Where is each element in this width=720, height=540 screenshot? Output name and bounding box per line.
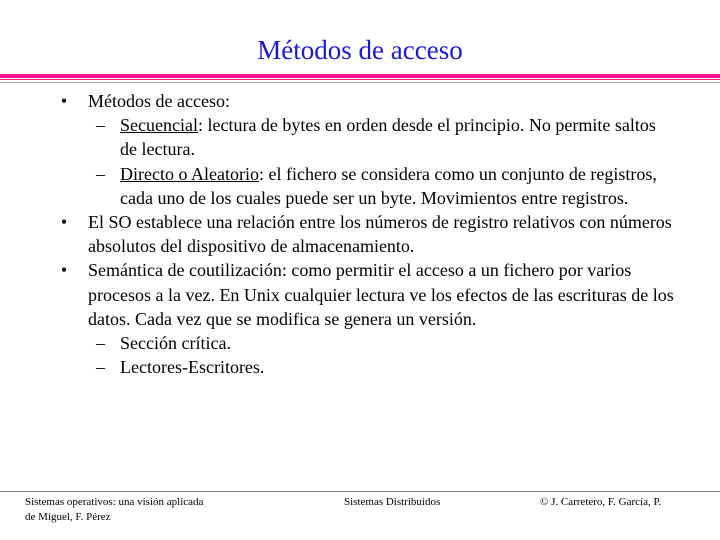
sub-item-sequential (56, 113, 676, 161)
title-rule-thin (0, 79, 720, 80)
sub-item-text: Lectores-Escritores. (120, 357, 265, 378)
footer-rule (0, 491, 720, 492)
footer-book-credit (25, 495, 285, 525)
bullet-icon: • (60, 212, 68, 233)
sub-item-direct (56, 162, 676, 210)
bullet-item-sharing-semantics (56, 258, 676, 331)
bullet-item-os-relation (56, 210, 676, 258)
title-rule-thick (0, 74, 720, 78)
bullet-text: Semántica de coutilización: como permitir el acceso a un fichero por varios procesos a la vez. En Unix cualquier lectura ve los efectos de las escrituras de los datos. Cada vez que se modifica se genera un versión. (88, 260, 674, 329)
slide-title: Métodos de acceso (257, 35, 463, 65)
footer-left-line1: Sistemas operativos: una visión aplicada (25, 496, 204, 508)
bullet-text: El SO establece una relación entre los números de registro relativos con números absolutos del dispositivo de almacenamiento. (88, 212, 672, 257)
sub-item-label: Directo o Aleatorio (120, 163, 259, 184)
sub-item-text: : el fichero se considera como un conjunto de registros, cada uno de los cuales puede ser un byte. Movimientos entre registros. (120, 163, 657, 208)
dash-icon: – (96, 357, 105, 378)
dash-icon: – (96, 163, 105, 184)
sub-item-critical-section (56, 331, 676, 355)
bullet-icon: • (60, 91, 68, 111)
sub-item-text: Sección crítica. (120, 333, 231, 354)
sub-item-text: : lectura de bytes en orden desde el principio. No permite saltos de lectura. (120, 115, 656, 160)
dash-icon: – (96, 115, 105, 136)
slide-body (56, 89, 676, 379)
dash-icon: – (96, 333, 105, 354)
footer-course: Sistemas Distribuidos (344, 496, 441, 508)
bullet-icon: • (60, 260, 68, 281)
sub-item-label: Secuencial (120, 115, 198, 136)
bullet-item-access-methods (56, 89, 676, 113)
footer-left-line2: de Miguel, F. Pérez (25, 511, 111, 523)
sub-item-readers-writers (56, 355, 676, 379)
footer-authors: © J. Carretero, F. García, P. (540, 496, 662, 508)
title-rule-shadow (0, 82, 720, 83)
bullet-text: Métodos de acceso: (88, 91, 230, 111)
